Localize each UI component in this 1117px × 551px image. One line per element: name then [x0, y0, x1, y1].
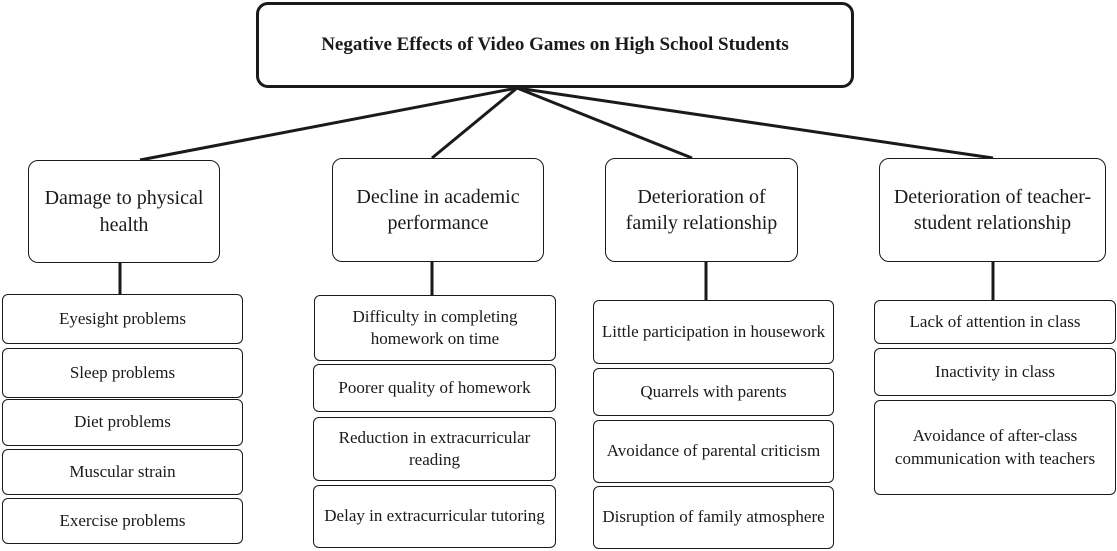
- item-quarrels-with-parents: [593, 368, 834, 416]
- item-family-atmosphere: [593, 486, 834, 549]
- connector-root-cat-2: [432, 88, 517, 158]
- category-label: Deterioration of family relationship: [625, 185, 778, 234]
- connector-root-cat-3: [517, 88, 692, 158]
- item-homework-on-time: [314, 295, 556, 361]
- item-label: Inactivity in class: [935, 361, 1055, 381]
- item-eyesight-problems: [2, 294, 243, 344]
- item-label: Muscular strain: [69, 461, 176, 481]
- item-label: Delay in extracurricular tutoring: [324, 506, 545, 526]
- item-label: Eyesight problems: [58, 308, 186, 328]
- item-diet-problems: [2, 399, 243, 446]
- connector-root-cat-4: [517, 88, 993, 158]
- item-muscular-strain: [2, 449, 243, 495]
- category-label: Decline in academic performance: [356, 185, 520, 234]
- item-after-class-communication: [874, 400, 1116, 495]
- item-attention-in-class: [874, 300, 1116, 344]
- category-box-family-relationship: [605, 158, 798, 262]
- diagram-title-text: Negative Effects of Video Games on High School Students: [321, 34, 789, 56]
- item-label: Exercise problems: [59, 510, 186, 530]
- connector-root-cat-1: [140, 88, 517, 160]
- item-housework: [593, 300, 834, 364]
- item-label: Sleep problems: [69, 362, 176, 382]
- item-label: Little participation in housework: [601, 321, 826, 341]
- item-label: Avoidance of after-class communication with teachers: [894, 426, 1096, 468]
- item-inactivity-in-class: [874, 348, 1116, 396]
- item-homework-quality: [313, 364, 556, 412]
- category-box-physical-health: [28, 160, 220, 263]
- item-label: Difficulty in completing homework on time: [352, 306, 518, 348]
- item-extracurricular-tutoring: [313, 485, 556, 548]
- item-parental-criticism: [593, 420, 834, 483]
- item-label: Diet problems: [74, 412, 171, 432]
- item-exercise-problems: [2, 498, 243, 544]
- diagram-title: [256, 2, 854, 88]
- item-label: Disruption of family atmosphere: [602, 507, 825, 527]
- item-sleep-problems: [2, 348, 243, 398]
- category-box-teacher-student-relationship: [879, 158, 1106, 262]
- item-label: Reduction in extracurricular reading: [338, 427, 531, 469]
- item-label: Avoidance of parental criticism: [606, 441, 821, 461]
- category-label: Damage to physical health: [44, 187, 204, 236]
- category-label: Deterioration of teacher-student relationship: [893, 185, 1092, 234]
- category-box-academic-performance: [332, 158, 544, 262]
- item-label: Lack of attention in class: [909, 311, 1081, 331]
- item-label: Quarrels with parents: [640, 381, 787, 401]
- item-extracurricular-reading: [313, 417, 556, 481]
- item-label: Poorer quality of homework: [338, 377, 531, 397]
